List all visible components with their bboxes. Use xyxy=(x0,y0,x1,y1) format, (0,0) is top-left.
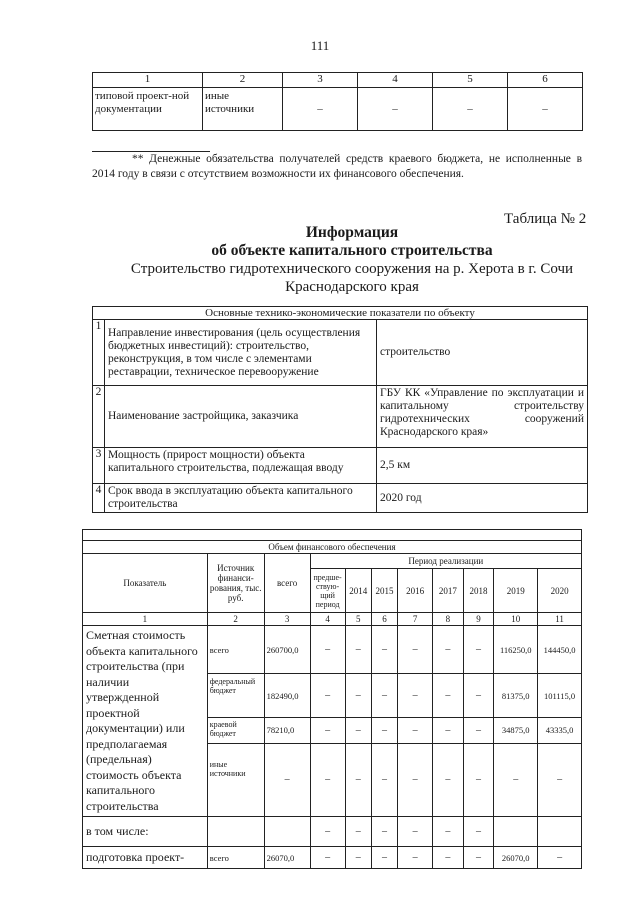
finance-row-value: – xyxy=(433,674,464,718)
finance-prep-label: подготовка проект- xyxy=(83,847,208,869)
finance-empty-cell xyxy=(538,817,582,847)
indicators-title-row xyxy=(93,307,588,320)
finance-col-source: Источник финанси-рования, тыс. руб. xyxy=(207,554,264,613)
finance-col-number: 10 xyxy=(494,613,538,626)
finance-col-number: 8 xyxy=(433,613,464,626)
finance-row-source: федеральный бюджет xyxy=(207,674,264,718)
finance-header-row xyxy=(83,554,582,569)
top-table-cell-2: иные источники xyxy=(203,88,283,131)
finance-row-value: – xyxy=(345,717,371,743)
finance-col-number: 9 xyxy=(463,613,494,626)
finance-including-row xyxy=(83,817,582,847)
finance-row-total: 260700,0 xyxy=(264,626,310,674)
finance-block-label: Сметная стоимость объекта капитального строительства (при наличии утвержденной проектной документации) или предполагаемая (предельная) стоимость объекта капитального строительства xyxy=(83,626,208,817)
finance-row-source: всего xyxy=(207,626,264,674)
finance-col-number: 1 xyxy=(83,613,208,626)
finance-row-value: – xyxy=(463,847,494,869)
indicators-row xyxy=(93,320,588,386)
finance-title-row xyxy=(83,541,582,554)
top-table-col-4: 4 xyxy=(358,73,433,88)
finance-col-number: 2 xyxy=(207,613,264,626)
finance-row-value: – xyxy=(310,847,345,869)
finance-row-total: 26070,0 xyxy=(264,847,310,869)
finance-row-value: – xyxy=(463,674,494,718)
indicators-row xyxy=(93,386,588,448)
finance-row-value: – xyxy=(433,847,464,869)
top-table-cell-5: – xyxy=(433,88,508,131)
top-table-col-2: 2 xyxy=(203,73,283,88)
finance-table xyxy=(82,529,582,869)
top-table-col-5: 5 xyxy=(433,73,508,88)
finance-including-value: – xyxy=(463,817,494,847)
footnote: ** Денежные обязательства получателей средств краевого бюджета, не исполненные в 2014 году в связи с отсутствием возможности их финансового обеспечения. xyxy=(92,153,582,180)
finance-including-value: – xyxy=(345,817,371,847)
indicators-row-number: 1 xyxy=(93,320,105,386)
indicators-row-label: Срок ввода в эксплуатацию объекта капитального строительства xyxy=(105,484,377,513)
finance-empty-cell xyxy=(494,817,538,847)
top-table-col-3: 3 xyxy=(283,73,358,88)
top-table-cell-1: типовой проект-ной документации xyxy=(93,88,203,131)
finance-row-value: – xyxy=(398,626,433,674)
top-table-row xyxy=(93,88,583,131)
finance-row-value: – xyxy=(371,743,397,816)
indicators-row xyxy=(93,484,588,513)
finance-period-title: Период реализации xyxy=(310,554,581,569)
finance-empty-cell xyxy=(264,817,310,847)
finance-row-value: – xyxy=(310,626,345,674)
finance-row-value: – xyxy=(371,717,397,743)
finance-spacer xyxy=(83,530,582,541)
indicators-row-value: строительство xyxy=(377,320,588,386)
finance-row-value: – xyxy=(345,674,371,718)
finance-col-number: 11 xyxy=(538,613,582,626)
finance-row-value: 116250,0 xyxy=(494,626,538,674)
finance-row-value: – xyxy=(371,674,397,718)
finance-col-number: 3 xyxy=(264,613,310,626)
indicators-row-number: 4 xyxy=(93,484,105,513)
finance-row-value: – xyxy=(345,847,371,869)
indicators-row-label: Мощность (прирост мощности) объекта капитального строительства, подлежащая вводу xyxy=(105,448,377,484)
finance-row-value: 81375,0 xyxy=(494,674,538,718)
indicators-table xyxy=(92,306,588,513)
finance-col-year: 2015 xyxy=(371,569,397,613)
indicators-row-number: 2 xyxy=(93,386,105,448)
finance-row-value: – xyxy=(310,674,345,718)
finance-row-value: – xyxy=(345,626,371,674)
finance-row-total: 78210,0 xyxy=(264,717,310,743)
heading-line-3: Строительство гидротехнического сооружения на р. Херота в г. Сочи xyxy=(130,261,574,277)
finance-row-value: – xyxy=(494,743,538,816)
finance-including-value: – xyxy=(310,817,345,847)
finance-row-source: краевой бюджет xyxy=(207,717,264,743)
finance-row-value: – xyxy=(463,743,494,816)
finance-row-total: – xyxy=(264,743,310,816)
finance-row-value: – xyxy=(310,743,345,816)
table-number: Таблица № 2 xyxy=(504,211,587,227)
finance-row-value: 43335,0 xyxy=(538,717,582,743)
finance-col-number: 7 xyxy=(398,613,433,626)
finance-row-value: – xyxy=(463,717,494,743)
finance-row-source: иные источники xyxy=(207,743,264,816)
finance-row-value: 34875,0 xyxy=(494,717,538,743)
finance-empty-cell xyxy=(207,817,264,847)
top-table-cell-4: – xyxy=(358,88,433,131)
indicators-row-value: ГБУ КК «Управление по эксплуатации и капитальному строительству гидротехнических сооружений Краснодарского края» xyxy=(377,386,588,448)
finance-row-value: – xyxy=(433,626,464,674)
finance-row-value: 26070,0 xyxy=(494,847,538,869)
top-table xyxy=(92,72,583,131)
finance-row-value: – xyxy=(463,626,494,674)
finance-row-value: – xyxy=(398,717,433,743)
finance-including-label: в том числе: xyxy=(83,817,208,847)
top-table-cell-3: – xyxy=(283,88,358,131)
finance-row-value: – xyxy=(371,847,397,869)
finance-col-year: 2016 xyxy=(398,569,433,613)
finance-row-value: 144450,0 xyxy=(538,626,582,674)
finance-col-year: 2019 xyxy=(494,569,538,613)
finance-col-numbers-row xyxy=(83,613,582,626)
finance-title: Объем финансового обеспечения xyxy=(83,541,582,554)
indicators-row-number: 3 xyxy=(93,448,105,484)
page-number: 111 xyxy=(310,38,330,53)
finance-row-value: – xyxy=(371,626,397,674)
finance-col-indicator: Показатель xyxy=(83,554,208,613)
finance-col-year: 2018 xyxy=(463,569,494,613)
finance-row-value: – xyxy=(345,743,371,816)
finance-row-value: 101115,0 xyxy=(538,674,582,718)
indicators-title: Основные технико-экономические показатели по объекту xyxy=(93,307,588,320)
finance-including-value: – xyxy=(398,817,433,847)
finance-spacer-row xyxy=(83,530,582,541)
indicators-row xyxy=(93,448,588,484)
indicators-row-label: Наименование застройщика, заказчика xyxy=(105,386,377,448)
finance-row-value: – xyxy=(310,717,345,743)
finance-col-previous: предше-ствую-щий период xyxy=(310,569,345,613)
heading-line-2: об объекте капитального строительства xyxy=(211,242,493,259)
heading-line-1: Информация xyxy=(305,224,399,241)
finance-col-total: всего xyxy=(264,554,310,613)
finance-row-total: 182490,0 xyxy=(264,674,310,718)
finance-row-value: – xyxy=(538,847,582,869)
heading xyxy=(92,224,612,296)
indicators-row-value: 2,5 км xyxy=(377,448,588,484)
finance-row-value: – xyxy=(398,847,433,869)
indicators-row-label: Направление инвестирования (цель осуществления бюджетных инвестиций): строительство, реконструкция, в том числе с элементами реставрации, техническое перевооружение xyxy=(105,320,377,386)
finance-col-number: 5 xyxy=(345,613,371,626)
finance-including-value: – xyxy=(371,817,397,847)
top-table-col-6: 6 xyxy=(508,73,583,88)
finance-row-value: – xyxy=(398,743,433,816)
top-table-header-row xyxy=(93,73,583,88)
finance-col-year: 2017 xyxy=(433,569,464,613)
finance-row xyxy=(83,626,582,674)
top-table-col-1: 1 xyxy=(93,73,203,88)
finance-row-value: – xyxy=(398,674,433,718)
finance-row-value: – xyxy=(433,743,464,816)
finance-col-year: 2014 xyxy=(345,569,371,613)
indicators-row-value: 2020 год xyxy=(377,484,588,513)
heading-line-4: Краснодарского края xyxy=(285,279,419,295)
finance-row-value: – xyxy=(433,717,464,743)
finance-row-value: – xyxy=(538,743,582,816)
finance-including-value: – xyxy=(433,817,464,847)
top-table-cell-6: – xyxy=(508,88,583,131)
finance-col-year: 2020 xyxy=(538,569,582,613)
finance-col-number: 6 xyxy=(371,613,397,626)
finance-col-number: 4 xyxy=(310,613,345,626)
finance-row xyxy=(83,847,582,869)
finance-row-source: всего xyxy=(207,847,264,869)
